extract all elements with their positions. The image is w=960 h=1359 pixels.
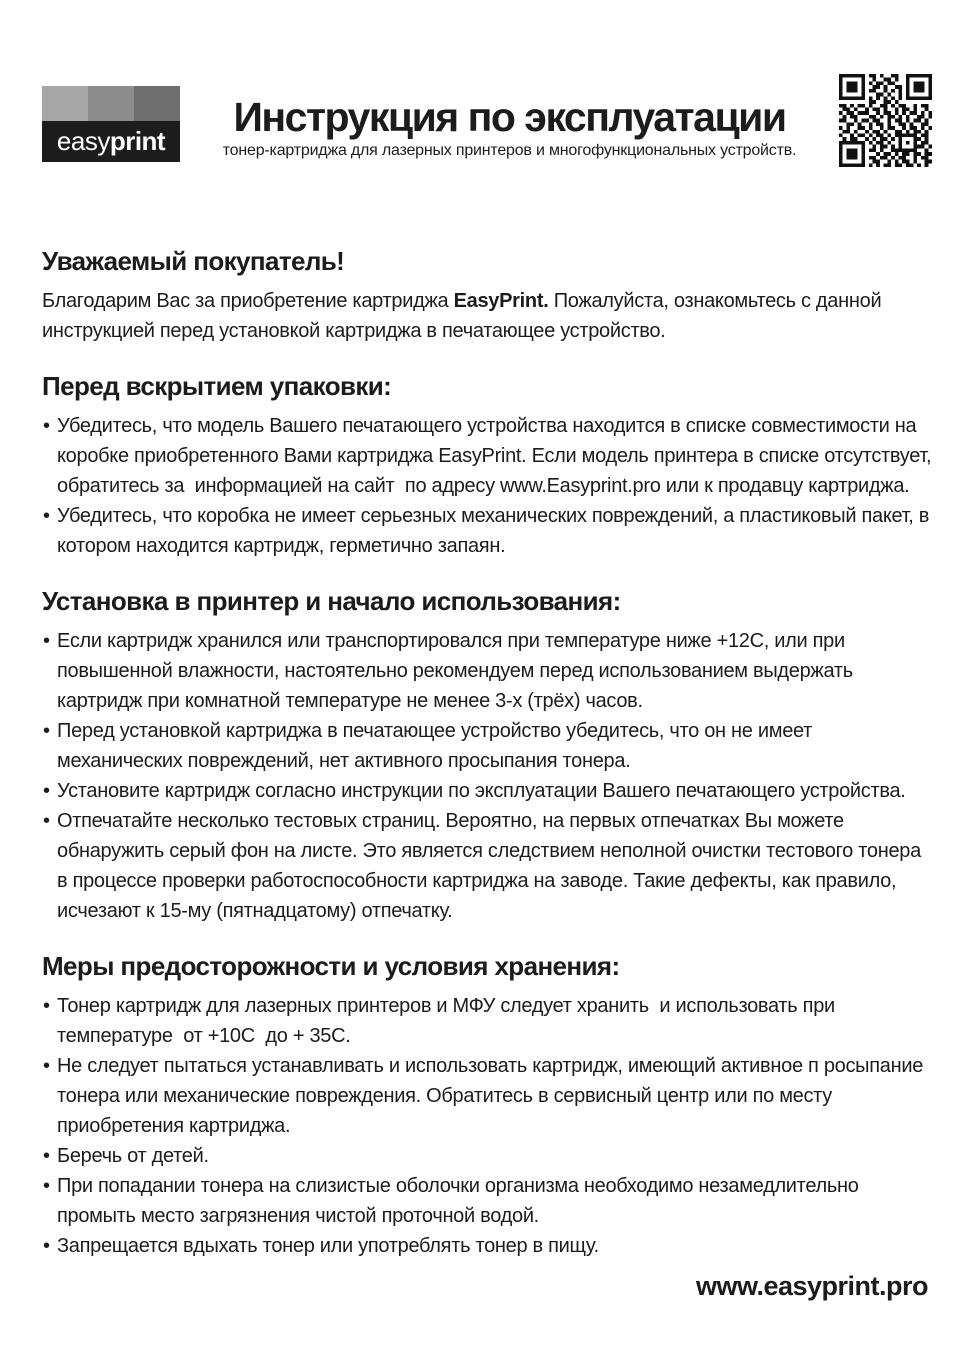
greeting-text	[42, 286, 932, 346]
list-item: • Убедитесь, что коробка не имеет серьезных механических повреждений, а пластиковый пакет, в котором находится картридж, герметично запаян.	[42, 501, 932, 561]
brand-name: EasyPrint.	[453, 289, 549, 312]
header	[42, 72, 932, 167]
logo-swatch-dark	[134, 86, 180, 121]
section-heading: Меры предосторожности и условия хранения:	[42, 950, 620, 981]
section-before-opening	[42, 370, 937, 561]
logo-text-easy: easy	[56, 126, 110, 156]
greeting-text-before-brand: Благодарим Вас за приобретение картриджа	[42, 289, 454, 312]
section-precautions	[42, 952, 932, 1261]
logo-wordmark	[42, 121, 180, 162]
qr-code-icon	[839, 74, 932, 167]
page-title: Инструкция по эксплуатации	[233, 94, 786, 140]
greeting-heading: Уважаемый покупатель!	[42, 246, 345, 276]
list-item: • Отпечатайте несколько тестовых страниц. Вероятно, на первых отпечатках Вы можете обнаружить серый фон на листе. Это является следствием неполной очистки тестового тонера в процессе проверки работоспособности картриджа на заводе. Такие дефекты, как правило, исчезают к 15-му (пятнадцатому) отпечатку.	[42, 806, 932, 926]
greeting-section	[42, 247, 932, 346]
bullet-list	[42, 991, 932, 1261]
title-block	[180, 72, 839, 160]
logo-swatch-mid	[88, 86, 134, 121]
list-item: • Убедитесь, что модель Вашего печатающего устройства находится в списке совместимости на коробке приобретенного Вами картриджа EasyPrint. Если модель принтера в списке отсутствует, обратитесь за информацией на сайт по адресу www.Easyprint.pro или к продавцу картриджа.	[42, 411, 932, 501]
list-item: • Не следует пытаться устанавливать и использовать картридж, имеющий активное п росыпание тонера или механические повреждения. Обратитесь в сервисный центр или по месту приобретения картриджа.	[42, 1051, 932, 1141]
footer-website: www.easyprint.pro	[695, 1270, 928, 1301]
bullet-list	[42, 411, 937, 561]
section-installation	[42, 587, 932, 926]
list-item: • Тонер картридж для лазерных принтеров и МФУ следует хранить и использовать при температуре от +10C до + 35C.	[42, 991, 932, 1051]
list-item: • Если картридж хранился или транспортировался при температуре ниже +12C, или при повышенной влажности, настоятельно рекомендуем перед использованием выдержать картридж при комнатной температуре не менее 3-х (трёх) часов.	[42, 626, 932, 716]
list-item: • Запрещается вдыхать тонер или употреблять тонер в пищу.	[42, 1231, 932, 1261]
section-heading: Перед вскрытием упаковки:	[42, 370, 392, 401]
list-item: • При попадании тонера на слизистые оболочки организма необходимо незамедлительно промыть место загрязнения чистой проточной водой.	[42, 1171, 932, 1231]
section-heading: Установка в принтер и начало использования:	[42, 585, 621, 616]
list-item: • Перед установкой картриджа в печатающее устройство убедитесь, что он не имеет механических повреждений, нет активного просыпания тонера.	[42, 716, 932, 776]
logo-text-print: print	[109, 126, 166, 156]
page-subtitle: тонер-картриджа для лазерных принтеров и многофункциональных устройств.	[222, 142, 797, 160]
list-item: • Беречь от детей.	[42, 1141, 932, 1171]
list-item: • Установите картридж согласно инструкции по эксплуатации Вашего печатающего устройства.	[42, 776, 932, 806]
greeting-text-after-brand: Пожалуйста, ознакомьтесь с данной инструкцией перед установкой картриджа в печатающее устройство.	[42, 289, 887, 342]
logo-swatches	[42, 86, 180, 121]
footer	[42, 1271, 932, 1302]
easyprint-logo	[42, 86, 180, 162]
content	[42, 246, 937, 1302]
bullet-list	[42, 626, 932, 926]
logo-swatch-light	[42, 86, 88, 121]
